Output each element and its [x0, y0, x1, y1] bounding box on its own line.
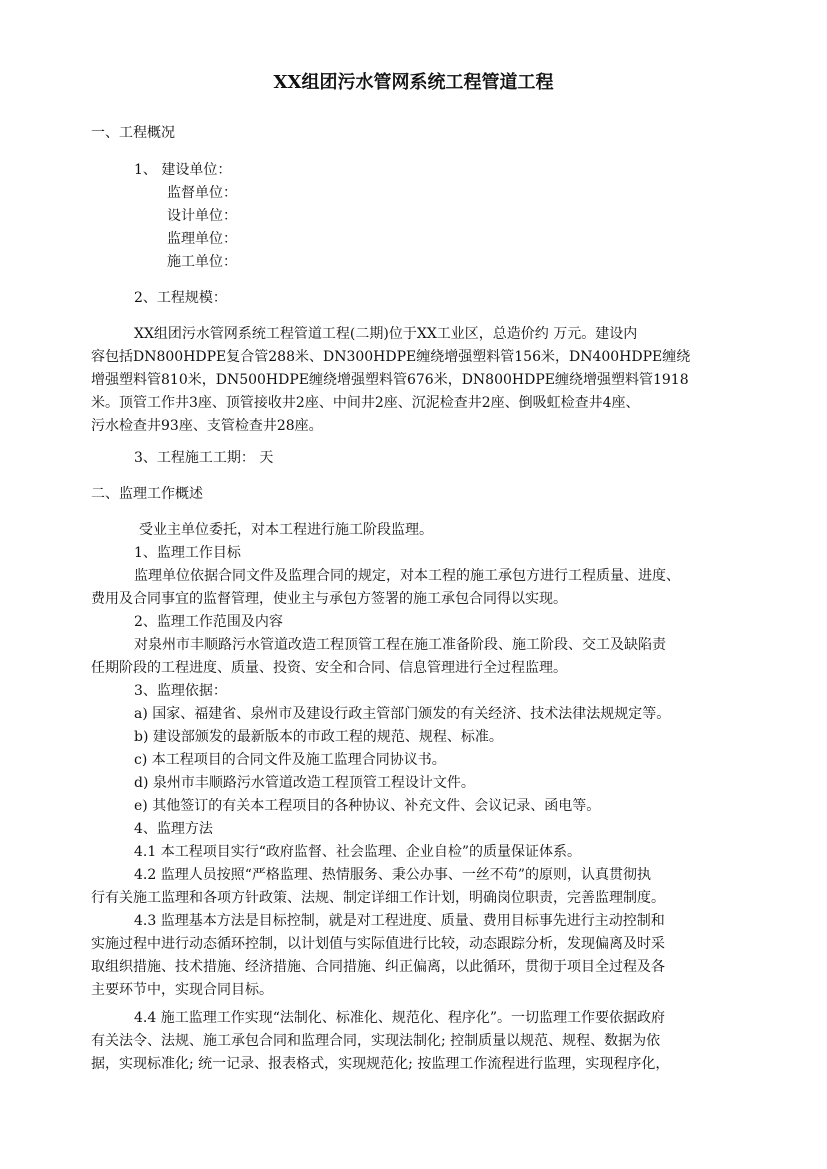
- section-heading-overview: 一、工程概况: [91, 125, 175, 141]
- unit-label-supervision: 监督单位：: [167, 185, 237, 201]
- scale-line: 增强塑料管810米，DN500HDPE缠绕增强塑料管676米，DN800HDPE缠绕增强塑料管1918: [91, 372, 689, 388]
- method-4-2-line: 4.2 监理人员按照“严格监理、热情服务、秉公办事、一丝不苟”的原则，认真贯彻执: [134, 867, 652, 883]
- unit-label-monitoring: 监理单位：: [167, 231, 237, 247]
- method-4-3-line: 取组织措施、技术措施、经济措施、合同措施、纠正偏离，以此循环，贯彻于项目全过程及各: [91, 959, 665, 975]
- method-4-2-line: 行有关施工监理和各项方针政策、法规、制定详细工作计划，明确岗位职责，完善监理制度。: [91, 890, 665, 906]
- method-4-4-line: 据，实现标准化; 统一记录、报表格式，实现规范化; 按监理工作流程进行监理，实现程序化，: [91, 1056, 670, 1072]
- scope-heading: 2、监理工作范围及内容: [134, 614, 283, 630]
- method-heading: 4、监理方法: [134, 821, 213, 837]
- goal-line: 监理单位依据合同文件及监理合同的规定，对本工程的施工承包方进行工程质量、进度、: [134, 568, 680, 584]
- scale-line: XX组团污水管网系统工程管道工程(二期)位于XX工业区，总造价约 万元。建设内: [134, 326, 638, 342]
- scale-line: 米。顶管工作井3座、顶管接收井2座、中间井2座、沉泥检查井2座、倒吸虹检查井4座、: [91, 395, 640, 411]
- goal-heading: 1、监理工作目标: [134, 545, 241, 561]
- unit-label-contractor: 施工单位：: [167, 254, 237, 270]
- goal-line: 费用及合同事宜的监督管理，使业主与承包方签署的施工承包合同得以实现。: [91, 591, 567, 607]
- section-heading-supervision: 二、监理工作概述: [91, 486, 203, 502]
- period-line: 3、工程施工工期： 天: [134, 450, 274, 466]
- method-4-1: 4.1 本工程项目实行“政府监督、社会监理、企业自检”的质量保证体系。: [134, 844, 582, 860]
- scale-heading: 2、工程规模：: [134, 290, 227, 306]
- basis-item: c) 本工程项目的合同文件及施工监理合同协议书。: [134, 752, 446, 768]
- basis-item: e) 其他签订的有关本工程项目的各种协议、补充文件、会议记录、函电等。: [134, 798, 601, 814]
- intro-line: 受业主单位委托，对本工程进行施工阶段监理。: [139, 522, 433, 538]
- scope-line: 任期阶段的工程进度、质量、投资、安全和合同、信息管理进行全过程监理。: [91, 660, 567, 676]
- basis-heading: 3、监理依据：: [134, 683, 227, 699]
- method-4-3-line: 4.3 监理基本方法是目标控制，就是对工程进度、质量、费用目标事先进行主动控制和: [134, 913, 665, 929]
- scope-line: 对泉州市丰顺路污水管道改造工程顶管工程在施工准备阶段、施工阶段、交工及缺陷责: [134, 637, 666, 653]
- method-4-4-line: 有关法令、法规、施工承包合同和监理合同，实现法制化; 控制质量以规范、规程、数据为依: [91, 1033, 661, 1049]
- method-4-4-line: 4.4 施工监理工作实现“法制化、标准化、规范化、程序化”。一切监理工作要依据政府: [134, 1010, 666, 1026]
- scale-line: 容包括DN800HDPE复合管288米、DN300HDPE缠绕增强塑料管156米，DN400HDPE缠绕: [91, 349, 691, 365]
- document-title: XX组团污水管网系统工程管道工程: [273, 72, 554, 93]
- unit-label-design: 设计单位：: [167, 208, 237, 224]
- unit-label-construction: 1、 建设单位：: [134, 162, 232, 178]
- scale-line: 污水检查井93座、支管检查井28座。: [91, 418, 323, 434]
- basis-item: b) 建设部颁发的最新版本的市政工程的规范、规程、标准。: [134, 729, 503, 745]
- basis-item: d) 泉州市丰顺路污水管道改造工程顶管工程设计文件。: [134, 775, 475, 791]
- method-4-3-line: 主要环节中，实现合同目标。: [91, 982, 273, 998]
- basis-item: a) 国家、福建省、泉州市及建设行政主管部门颁发的有关经济、技术法律法规规定等。: [134, 706, 671, 722]
- method-4-3-line: 实施过程中进行动态循环控制，以计划值与实际值进行比较，动态跟踪分析，发现偏离及时采: [91, 936, 665, 952]
